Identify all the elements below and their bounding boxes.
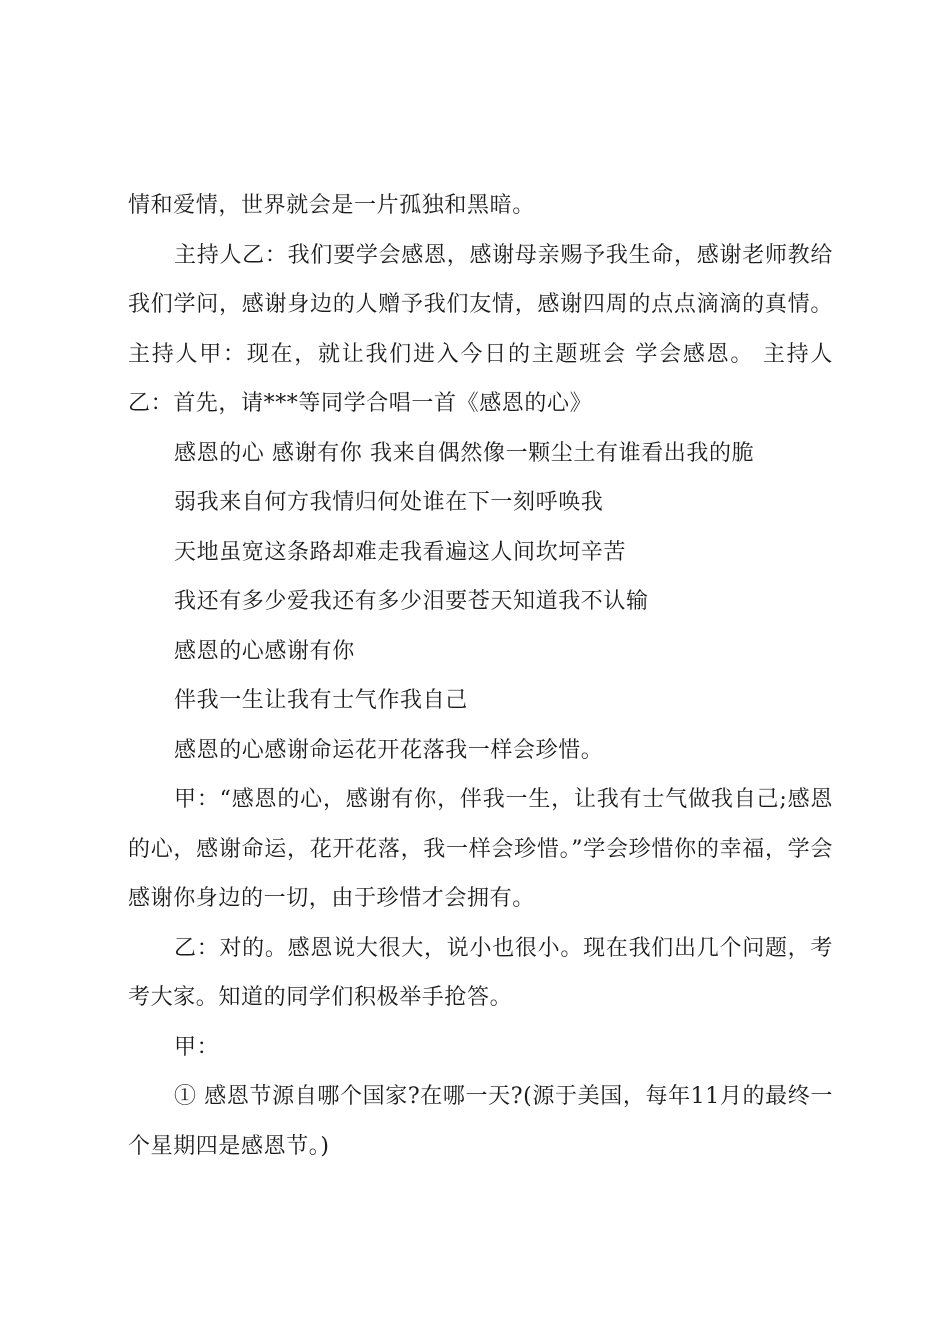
paragraph-host-a-quote: 甲：“感恩的心，感谢有你，伴我一生，让我有士气做我自己;感恩的心，感谢命运，花开花落，我一样会珍惜。”学会珍惜你的幸福，学会感谢你身边的一切，由于珍惜才会拥有。: [128, 787, 833, 911]
lyric-line-1: 感恩的心 感谢有你 我来自偶然像一颗尘土有谁看出我的脆: [174, 440, 755, 466]
lyric-line-3: 天地虽宽这条路却难走我看遍这人间坎坷辛苦: [174, 539, 627, 565]
lyric-line-5: 感恩的心感谢有你: [174, 638, 355, 664]
paragraph-host-b-questions: 乙：对的。感恩说大很大，说小也很小。现在我们出几个问题，考考大家。知道的同学们积极举手抢答。: [128, 935, 833, 1010]
lyric-line-7: 感恩的心感谢命运花开花落我一样会珍惜。: [174, 737, 604, 763]
paragraph-continuation: 情和爱情，世界就会是一片孤独和黑暗。: [128, 193, 535, 218]
paragraph-host-b-intro: 主持人乙：我们要学会感恩，感谢母亲赐予我生命，感谢老师教给我们学问，感谢身边的人赠予我们友情，感谢四周的点点滴滴的真情。主持人甲：现在，就让我们进入今日的主题班会 学会感恩。 主持人乙：首先，请***等同学合唱一首《感恩的心》: [128, 242, 833, 416]
paragraph-question-1: ① 感恩节源自哪个国家?在哪一天?(源于美国，每年11月的最终一个星期四是感恩节。): [128, 1084, 833, 1159]
paragraph-host-a-label: 甲：: [174, 1034, 220, 1060]
lyric-line-4: 我还有多少爱我还有多少泪要苍天知道我不认输: [174, 589, 649, 614]
document-body: [128, 181, 833, 1171]
lyric-line-6: 伴我一生让我有士气作我自己: [174, 688, 468, 713]
lyric-line-2: 弱我来自何方我情归何处谁在下一刻呼唤我: [174, 490, 604, 515]
